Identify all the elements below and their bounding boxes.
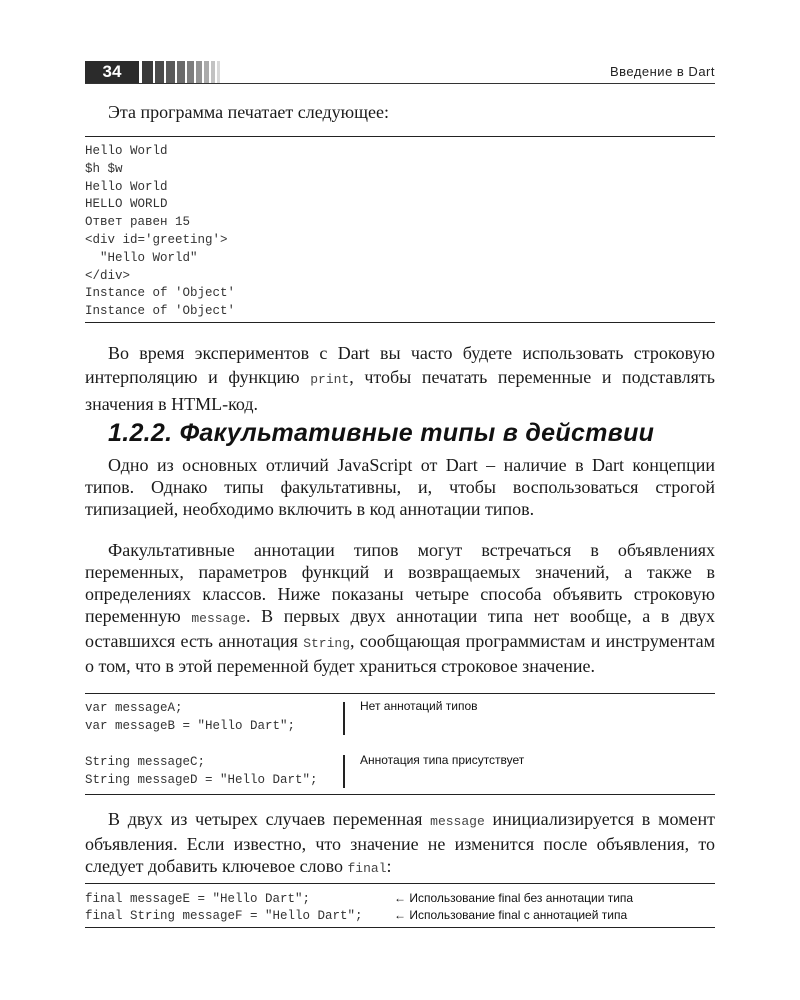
output-line: </div> <box>85 268 131 283</box>
output-line: Ответ равен 15 <box>85 215 191 230</box>
section-heading: 1.2.2. Факультативные типы в действии <box>108 419 655 447</box>
code-line: var messageB = "Hello Dart"; <box>85 719 296 733</box>
output-bottom-rule <box>85 322 715 323</box>
output-line: Hello World <box>85 144 168 158</box>
annotation-bracket <box>343 755 345 788</box>
output-line: "Hello World" <box>85 250 198 265</box>
listing2-bottom-rule <box>85 927 715 928</box>
output-line: Instance of 'Object' <box>85 304 236 319</box>
code-line: String messageC; <box>85 755 206 769</box>
header-bar-segment <box>196 61 202 83</box>
annotation-note: Аннотация типа присутствует <box>360 753 525 767</box>
header-gradient-bars <box>142 61 222 83</box>
annotation-note: ← Использование final с аннотацией типа <box>394 908 628 922</box>
para-text: . В первых двух аннотации типа нет вообще, а в двух оставшихся есть аннотация <box>85 606 715 651</box>
program-output-listing <box>85 143 715 321</box>
header-bar-segment <box>211 61 215 83</box>
para-text: , сообщающая программистам и инструментам о том, что в этой переменной будет храниться строковое значение. <box>85 631 715 676</box>
paragraph-interpolation <box>85 341 715 416</box>
paragraph-annotations <box>85 539 715 677</box>
annotation-note: Нет аннотаций типов <box>360 699 478 713</box>
header-bar-segment <box>142 61 153 83</box>
intro-text: Эта программа печатает следующее: <box>108 102 389 122</box>
page-number: 34 <box>85 61 139 83</box>
header-bar-segment <box>177 61 185 83</box>
header-bar-segment <box>155 61 164 83</box>
paragraph-final <box>85 808 715 880</box>
para-text: Факультативные аннотации типов могут встречаться в объявлениях переменных, параметров функций и возвращаемых значений, а также в определениях классов. Ниже показаны четыре способа объявить строковую переменную <box>85 540 715 626</box>
header-rule <box>85 83 715 84</box>
output-top-rule <box>85 136 715 137</box>
inline-code: String <box>303 636 350 651</box>
para-text: Одно из основных отличий JavaScript от Dart – наличие в Dart концепции типов. Однако типы факультативны, и, чтобы воспользоваться строгой типизацией, необходимо включить в код аннотации типов. <box>85 455 715 519</box>
annotation-bracket <box>343 702 345 735</box>
listing1-bottom-rule <box>85 794 715 795</box>
output-line: Hello World <box>85 179 168 194</box>
para-text: : <box>386 856 392 876</box>
inline-code: message <box>430 814 485 829</box>
code-line: var messageA; <box>85 701 183 715</box>
paragraph-types-intro <box>85 454 715 520</box>
code-line: final String messageF = "Hello Dart"; <box>85 909 363 923</box>
header-bar-segment <box>166 61 175 83</box>
listing2-top-rule <box>85 883 715 884</box>
para-text: , чтобы печатать переменные и подставлять значения в HTML-код. <box>85 367 715 414</box>
code-line: String messageD = "Hello Dart"; <box>85 773 318 787</box>
inline-code: print <box>310 372 350 387</box>
listing1-top-rule <box>85 693 715 694</box>
running-title: Введение в Dart <box>609 64 715 79</box>
output-line: HELLO WORLD <box>85 197 168 212</box>
header-bar-segment <box>187 61 194 83</box>
para-text: Во время экспериментов с Dart вы часто будете использовать строковую интерполяцию и функцию <box>85 343 715 387</box>
annotation-note: ← Использование final без аннотации типа <box>394 891 634 905</box>
output-line: <div id='greeting'> <box>85 232 228 247</box>
inline-code: final <box>347 861 387 876</box>
output-line: Instance of 'Object' <box>85 286 236 301</box>
running-header <box>85 61 715 83</box>
header-bar-segment <box>204 61 209 83</box>
inline-code: message <box>191 611 246 626</box>
intro-paragraph <box>85 101 715 123</box>
para-text: В двух из четырех случаев переменная <box>108 809 431 829</box>
para-text: инициализируется в момент объявления. Если известно, что значение не изменится после объявления, то следует добавить ключевое слово <box>85 809 715 876</box>
output-line: $h $w <box>85 161 123 176</box>
header-bar-segment <box>217 61 220 83</box>
code-line: final messageE = "Hello Dart"; <box>85 892 311 906</box>
